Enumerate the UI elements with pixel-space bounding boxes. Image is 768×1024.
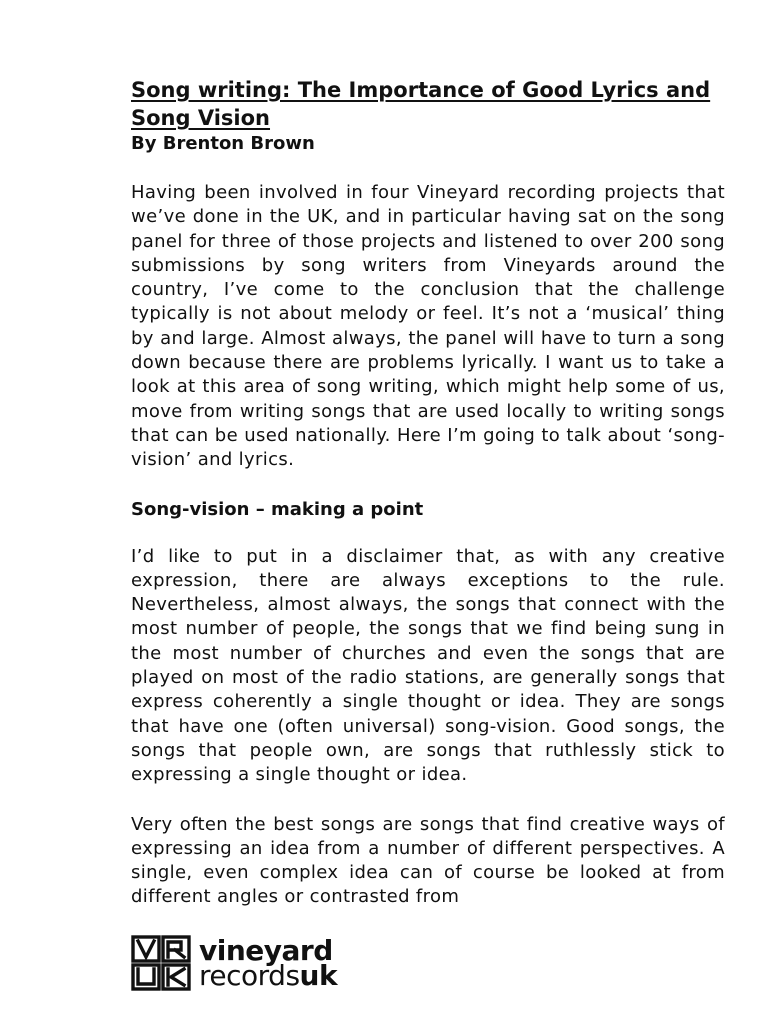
vineyard-records-uk-logo: [131, 935, 337, 991]
paragraph-perspectives: Very often the best songs are songs that find creative ways of expressing an idea from a number of different perspectives. A single, even complex idea can of course be looked at from different angles or contrasted from: [131, 813, 725, 908]
logo-word-uk: uk: [299, 959, 338, 992]
paragraph-disclaimer: I’d like to put in a disclaimer that, as with any creative expression, there are always exceptions to the rule. Nevertheless, almost always, the songs that connect with the most number of people, the songs that we find being sung in the most number of churches and even the songs that are played on most of the radio stations, are generally songs that express coherently a single thought or idea. They are songs that have one (often universal) song-vision. Good songs, the songs that people own, are songs that ruthlessly stick to expressing a single thought or idea.: [131, 545, 725, 786]
logo-word-records-uk: [199, 959, 338, 992]
logo-word-vineyard: vineyard: [199, 934, 333, 967]
paragraph-intro: Having been involved in four Vineyard recording projects that we’ve done in the UK, and in particular having sat on the song panel for three of those projects and listened to over 200 song submissions by song writers from Vineyards around the country, I’ve come to the conclusion that the challenge typically is not about melody or feel. It’s not a ‘musical’ thing by and large. Almost always, the panel will have to turn a song down because there are problems lyrically. I want us to take a look at this area of song writing, which might help some of us, move from writing songs that are used locally to writing songs that can be used nationally. Here I’m going to talk about ‘song-vision’ and lyrics.: [131, 182, 725, 471]
logo-word-records: records: [199, 959, 300, 992]
vr-uk-logo-mark-icon: [131, 935, 191, 991]
document-page: [131, 76, 725, 935]
logo-wordmark: [199, 934, 338, 992]
document-title: Song writing: The Importance of Good Lyrics and Song Vision: [131, 78, 711, 130]
section-heading: Song-vision – making a point: [131, 498, 424, 520]
author-byline: By Brenton Brown: [131, 133, 315, 154]
